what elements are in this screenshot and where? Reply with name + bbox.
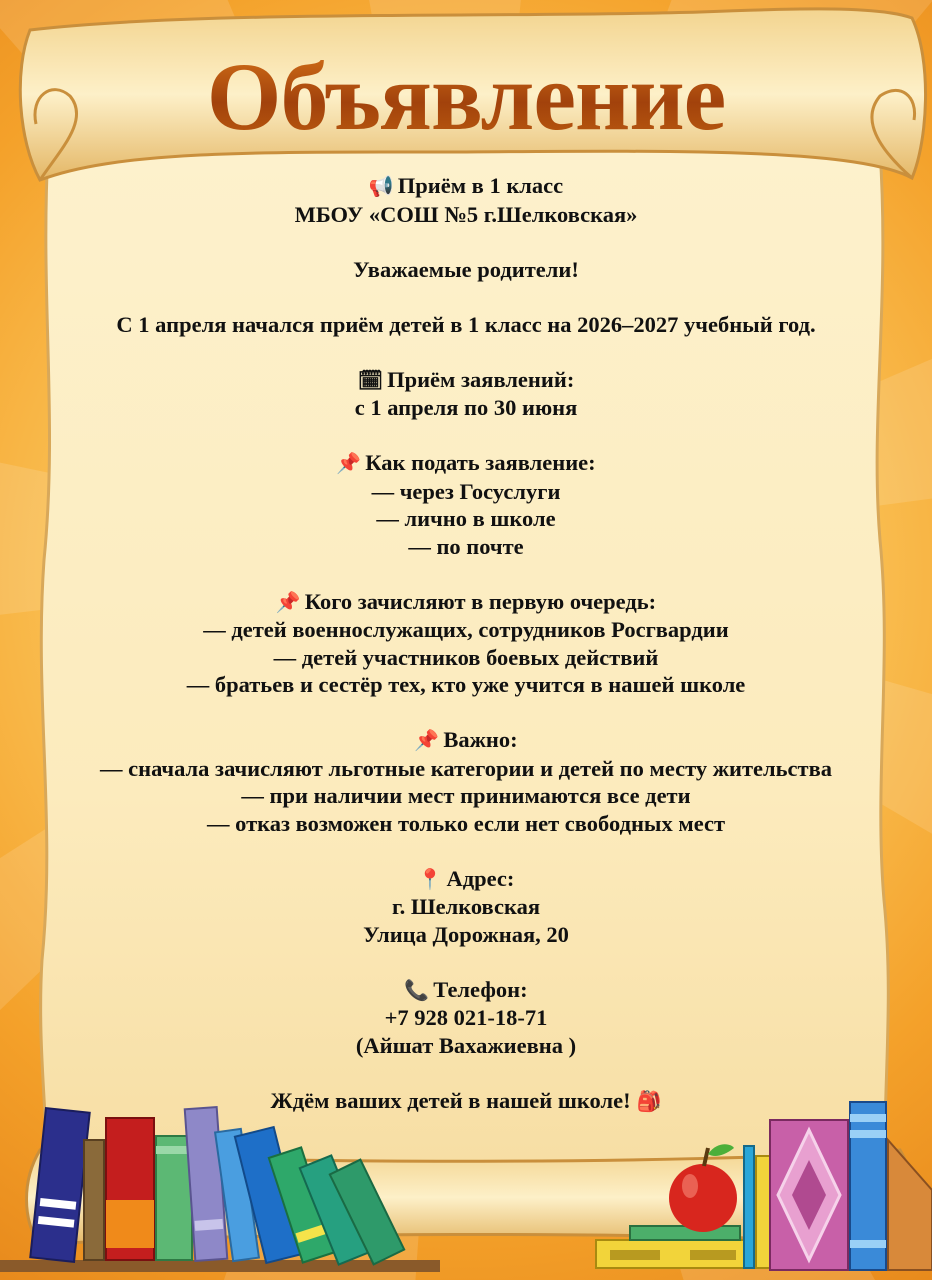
priority-heading-line bbox=[40, 588, 892, 617]
how-to-heading-line bbox=[40, 449, 892, 478]
closing-text: Ждём ваших детей в нашей школе! bbox=[270, 1087, 631, 1113]
applications-period: с 1 апреля по 30 июня bbox=[354, 395, 578, 420]
greeting: Уважаемые родители! bbox=[353, 256, 579, 282]
applications-heading-line bbox=[40, 366, 892, 395]
backpack-icon: 🎒 bbox=[636, 1088, 662, 1113]
priority-item: — детей участников боевых действий bbox=[273, 644, 659, 670]
header-line bbox=[40, 172, 892, 201]
location-pin-icon: 📍 bbox=[417, 866, 443, 891]
pushpin-icon: 📌 bbox=[275, 589, 301, 614]
address-heading: Адрес: bbox=[446, 865, 515, 891]
important-heading: Важно: bbox=[443, 727, 518, 752]
how-to-item: — лично в школе bbox=[376, 506, 556, 531]
announcement-body bbox=[40, 172, 892, 1115]
how-to-item: — через Госуслуги bbox=[371, 478, 561, 504]
priority-item: — детей военнослужащих, сотрудников Росгвардии bbox=[203, 617, 729, 642]
megaphone-icon: 📢 bbox=[368, 174, 394, 198]
phone-heading: Телефон: bbox=[433, 976, 528, 1002]
priority-heading: Кого зачисляют в первую очередь: bbox=[304, 588, 657, 614]
how-to-item: — по почте bbox=[408, 533, 524, 559]
books-illustration bbox=[0, 1100, 932, 1280]
page-title: Объявление bbox=[0, 42, 932, 152]
how-to-heading: Как подать заявление: bbox=[365, 450, 596, 475]
priority-item: — братьев и сестёр тех, кто уже учится в нашей школе bbox=[186, 672, 746, 697]
apple bbox=[669, 1164, 737, 1232]
important-heading-line bbox=[40, 726, 892, 755]
right-books bbox=[596, 1102, 932, 1270]
address-heading-line bbox=[40, 865, 892, 894]
important-item: — сначала зачисляют льготные категории и детей по месту жительства bbox=[100, 755, 832, 781]
phone-contact: (Айшат Вахажиевна ) bbox=[355, 1032, 577, 1058]
left-books bbox=[30, 1107, 404, 1265]
address-street: Улица Дорожная, 20 bbox=[363, 921, 569, 947]
important-item: — при наличии мест принимаются все дети bbox=[241, 783, 691, 808]
telephone-icon: 📞 bbox=[404, 977, 430, 1002]
pushpin-icon: 📌 bbox=[336, 451, 362, 475]
phone-number: +7 928 021-18-71 bbox=[384, 1005, 548, 1030]
school-name: МБОУ «СОШ №5 г.Шелковская» bbox=[294, 201, 638, 227]
important-item: — отказ возможен только если нет свободных мест bbox=[206, 810, 726, 836]
intro-text: С 1 апреля начался приём детей в 1 класс на 2026–2027 учебный год. bbox=[116, 311, 816, 337]
pushpin-icon: 📌 bbox=[414, 728, 440, 752]
applications-heading: Приём заявлений: bbox=[387, 366, 575, 392]
phone-heading-line bbox=[40, 976, 892, 1005]
header-title: Приём в 1 класс bbox=[397, 173, 564, 198]
address-city: г. Шелковская bbox=[391, 894, 541, 919]
calendar-icon: 🗓 bbox=[357, 367, 384, 392]
